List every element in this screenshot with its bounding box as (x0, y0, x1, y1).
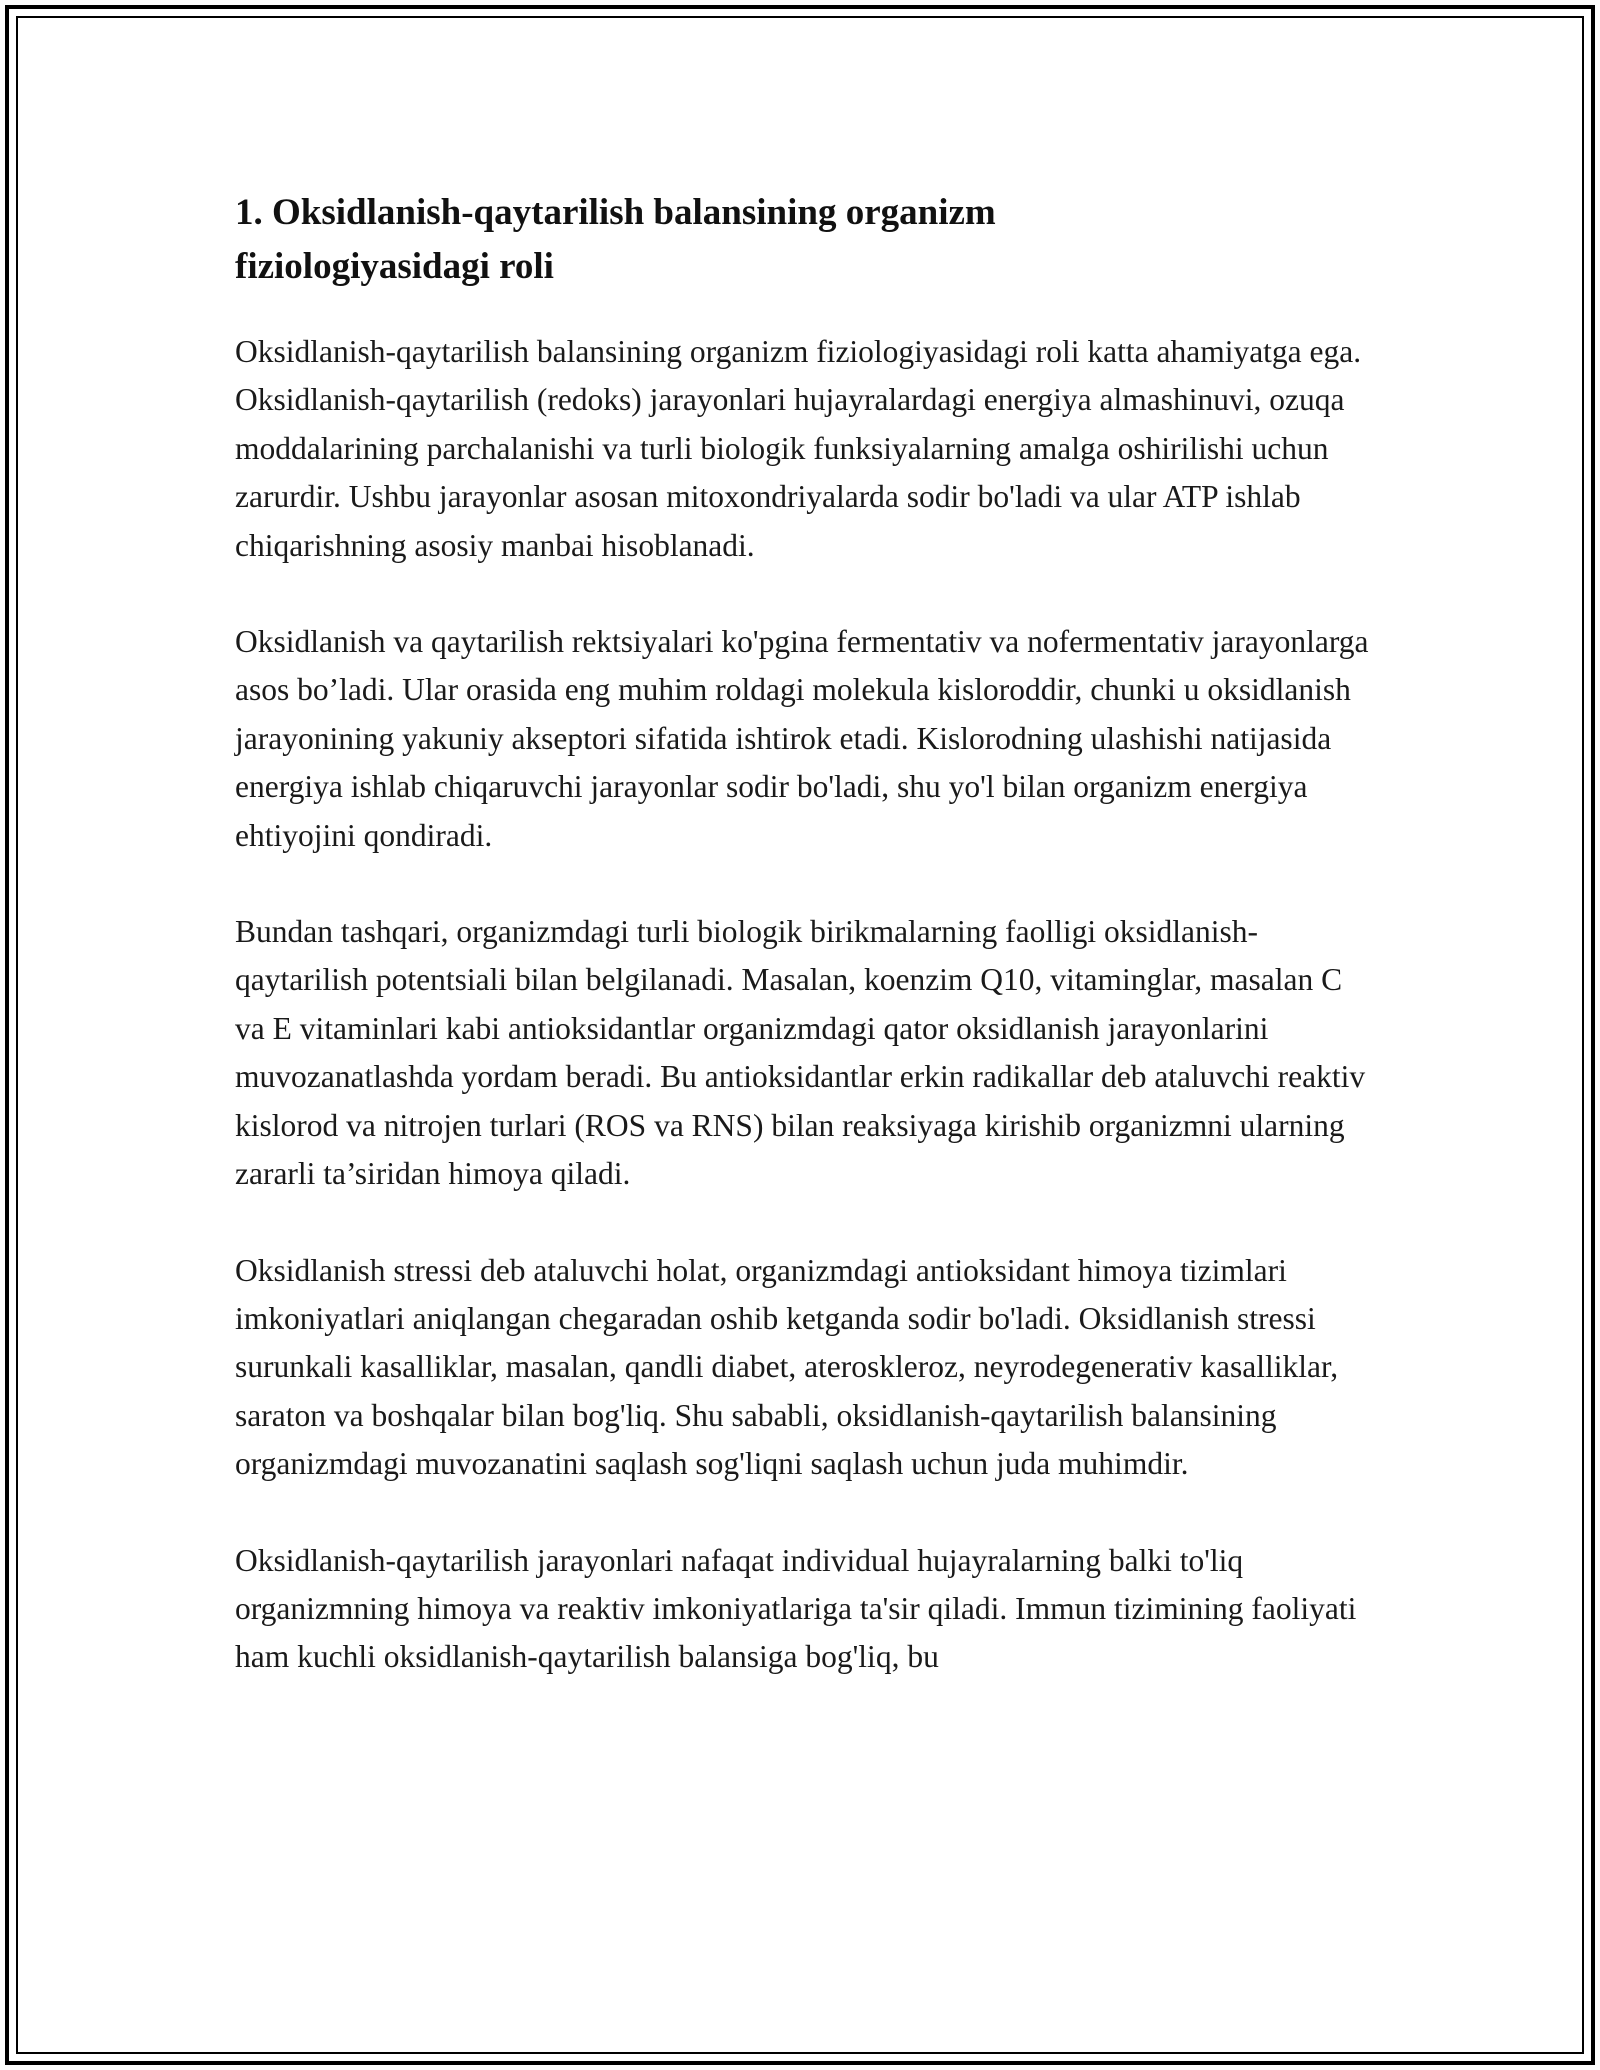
paragraph-4: Oksidlanish stressi deb ataluvchi holat, organizmdagi antioksidant himoya tizimlari imkoniyatlari aniqlangan chegaradan oshib ketganda sodir bo'ladi. Oksidlanish stressi surunkali kasalliklar, masalan, qandli diabet, ateroskleroz, neyrodegenerativ kasalliklar, saraton va boshqalar bilan bog'liq. Shu sababli, oksidlanish-qaytarilish balansining organizmdagi muvozanatini saqlash sog'liqni saqlash uchun juda muhimdir. (235, 1252, 1339, 1482)
paragraph-5: Oksidlanish-qaytarilish jarayonlari nafaqat individual hujayralarning balki to'liq organizmning himoya va reaktiv imkoniyatlariga ta'sir qiladi. Immun tizimining faoliyati ham kuchli oksidlanish-qaytarilish balansiga bog'liq, bu (235, 1542, 1357, 1675)
paragraph-1: Oksidlanish-qaytarilish balansining organizm fiziologiyasidagi roli katta ahamiyatga ega. Oksidlanish-qaytarilish (redoks) jarayonlari hujayralardagi energiya almashinuvi, ozuqa moddalarining parchalanishi va turli biologik funksiyalarning amalga oshirilishi uchun zarurdir. Ushbu jarayonlar asosan mitoxondriyalarda sodir bo'ladi va ular ATP ishlab chiqarishning asosiy manbai hisoblanadi. (235, 334, 1362, 563)
paragraph-2: Oksidlanish va qaytarilish rektsiyalari ko'pgina fermentativ va nofermentativ jarayonlarga asos bo’ladi. Ular orasida eng muhim roldagi molekula kisloroddir, chunki u oksidlanish jarayonining yakuniy akseptori sifatida ishtirok etadi. Kislorodning ulashishi natijasida energiya ishlab chiqaruvchi jarayonlar sodir bo'ladi, shu yo'l bilan organizm energiya ehtiyojini qondiradi. (235, 624, 1369, 853)
section-heading: 1. Oksidlanish-qaytarilish balansining organizm fiziologiyasidagi roli (235, 192, 996, 287)
paragraph-3: Bundan tashqari, organizmdagi turli biologik birikmalarning faolligi oksidlanish-qaytarilish potentsiali bilan belgilanadi. Masalan, koenzim Q10, vitaminglar, masalan C va E vitaminlari kabi antioksidantlar organizmdagi qator oksidlanish jarayonlarini muvozanatlashda yordam beradi. Bu antioksidantlar erkin radikallar deb ataluvchi reaktiv kislorod va nitrojen turlari (ROS va RNS) bilan reaksiyaga kirishib organizmni ularning zararli ta’siridan himoya qiladi. (235, 914, 1366, 1192)
document-content (235, 186, 1385, 1730)
